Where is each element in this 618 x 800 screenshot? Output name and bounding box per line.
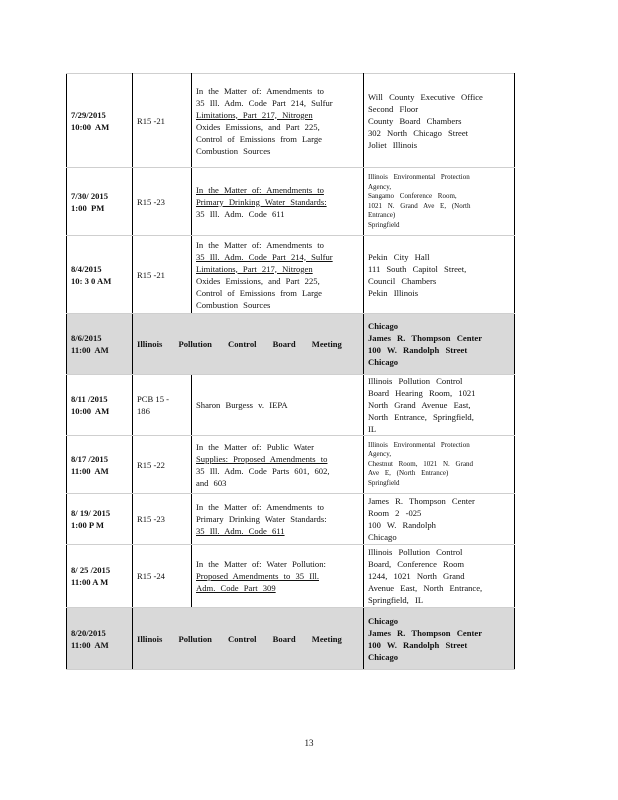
- docket-number: R15 -21: [133, 236, 192, 314]
- page-number: 13: [304, 738, 314, 748]
- hearing-date-cell: [67, 608, 133, 670]
- description-underlined: Supplies: Proposed Amendments to: [196, 453, 328, 464]
- hearing-date: 8/ 25 /2015: [71, 565, 111, 575]
- description-tail: 35 Ill. Adm. Code Parts 601, 602, and 603: [196, 465, 330, 488]
- matter-description: [192, 436, 364, 494]
- matter-description: [192, 494, 364, 545]
- hearing-date-cell: [67, 314, 133, 375]
- hearing-location: James R. Thompson Center Room 2 -025 100 W. Randolph Chicago: [364, 494, 515, 545]
- matter-description: [192, 168, 364, 236]
- hearing-time: 10:00 AM: [71, 406, 110, 416]
- docket-number: R15 -23: [133, 494, 192, 545]
- hearing-date: 8/ 19/ 2015: [71, 508, 111, 518]
- description-tail: 35 Ill. Adm. Code 611: [196, 208, 285, 219]
- matter-description: [192, 74, 364, 168]
- schedule-row: [67, 436, 515, 494]
- schedule-row: [67, 236, 515, 314]
- hearing-date-cell: [67, 74, 133, 168]
- schedule-row: [67, 494, 515, 545]
- hearing-location: Chicago James R. Thompson Center 100 W. Randolph Street Chicago: [364, 314, 515, 375]
- board-meeting-title: Illinois Pollution Control Board Meeting: [133, 608, 364, 670]
- description-tail: Oxides Emissions, and Part 225, Control of Emissions from Large Combustion Sources: [196, 121, 322, 156]
- hearing-location: Illinois Environmental Protection Agency, Chestnut Room, 1021 N. Grand Ave E, (North Entrance) Springfield: [364, 436, 515, 494]
- description-underlined: Limitations, Part 217, Nitrogen: [196, 109, 313, 120]
- docket-number: R15 -23: [133, 168, 192, 236]
- hearing-location: Pekin City Hall 111 South Capitol Street, Council Chambers Pekin Illinois: [364, 236, 515, 314]
- board-meeting-row: [67, 608, 515, 670]
- hearing-time: 1:00 P M: [71, 520, 104, 530]
- hearing-date: 7/30/ 2015: [71, 190, 109, 201]
- hearing-date-cell: [67, 494, 133, 545]
- hearing-location: Illinois Environmental Protection Agency, Sangamo Conference Room, 1021 N. Grand Ave E, (North Entrance) Springfield: [364, 168, 515, 236]
- hearing-time: 11:00 A M: [71, 577, 109, 587]
- description-text: In the Matter of: Amendments to 35 Ill. Adm. Code Part 214, Sulfur: [196, 85, 333, 108]
- board-meeting-row: [67, 314, 515, 375]
- matter-description: Sharon Burgess v. IEPA: [192, 375, 364, 436]
- description-tail: Oxides Emissions, and Part 225, Control of Emissions from Large Combustion Sources: [196, 275, 322, 310]
- hearing-location: Will County Executive Office Second Floor County Board Chambers 302 North Chicago Street Joliet Illinois: [364, 74, 515, 168]
- description-underlined: 35 Ill. Adm. Code 611: [196, 526, 285, 536]
- docket-number: PCB 15 - 186: [133, 375, 192, 436]
- hearing-location: Chicago James R. Thompson Center 100 W. Randolph Street Chicago: [364, 608, 515, 670]
- description-text: In the Matter of: Public Water: [196, 441, 314, 452]
- hearing-time: 11:00 AM: [71, 465, 109, 476]
- hearing-date: 8/11 /2015: [71, 394, 108, 404]
- hearing-location: Illinois Pollution Control Board Hearing Room, 1021 North Grand Avenue East, North Entrance, Springfield, IL: [364, 375, 515, 436]
- hearing-location: Illinois Pollution Control Board, Conference Room 1244, 1021 North Grand Avenue East, North Entrance, Springfield, IL: [364, 545, 515, 608]
- description-underlined: In the Matter of: Amendments to Primary Drinking Water Standards:: [196, 184, 327, 207]
- description-underlined: Proposed Amendments to 35 Ill. Adm. Code Part 309: [196, 571, 319, 593]
- hearing-date-cell: [67, 436, 133, 494]
- description-text: In the Matter of: Amendments to: [196, 239, 324, 250]
- hearing-date: 8/20/2015: [71, 627, 106, 638]
- hearing-date-cell: [67, 375, 133, 436]
- description-underlined: 35 Ill. Adm. Code Part 214, Sulfur Limitations, Part 217, Nitrogen: [196, 251, 333, 274]
- description-text: In the Matter of: Water Pollution:: [196, 559, 326, 569]
- hearing-date-cell: [67, 168, 133, 236]
- board-meeting-title: Illinois Pollution Control Board Meeting: [133, 314, 364, 375]
- matter-description: [192, 545, 364, 608]
- hearing-time: 1:00 PM: [71, 202, 105, 213]
- hearing-time: 11:00 AM: [71, 345, 109, 355]
- hearing-date-cell: [67, 236, 133, 314]
- docket-number: R15 -24: [133, 545, 192, 608]
- hearing-time: 10:00 AM: [71, 121, 110, 132]
- schedule-row: [67, 74, 515, 168]
- hearing-date: 8/17 /2015: [71, 453, 109, 464]
- docket-number: R15 -21: [133, 74, 192, 168]
- hearing-time: 11:00 AM: [71, 639, 109, 650]
- hearing-date-cell: [67, 545, 133, 608]
- hearing-date: 8/4/2015: [71, 263, 102, 274]
- hearing-date: 8/6/2015: [71, 333, 102, 343]
- matter-description: [192, 236, 364, 314]
- docket-number: R15 -22: [133, 436, 192, 494]
- hearing-schedule-table: [66, 73, 515, 670]
- hearing-date: 7/29/2015: [71, 109, 106, 120]
- schedule-row: [67, 375, 515, 436]
- schedule-row: [67, 545, 515, 608]
- description-text: In the Matter of: Amendments to Primary Drinking Water Standards:: [196, 502, 327, 524]
- schedule-row: [67, 168, 515, 236]
- hearing-time: 10: 3 0 AM: [71, 275, 112, 286]
